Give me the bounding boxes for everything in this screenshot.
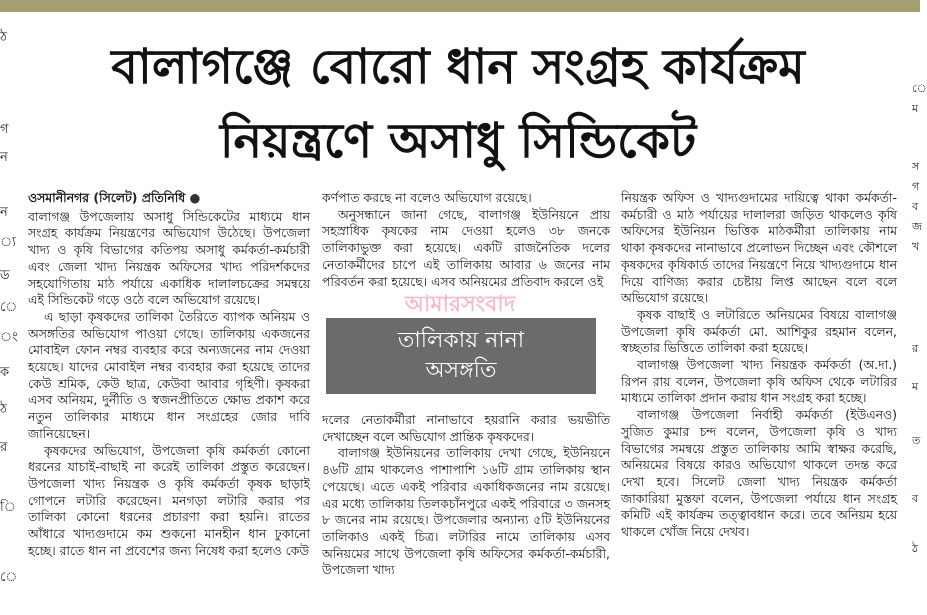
article-column-3: [621, 190, 897, 615]
pull-quote-line-1: তালিকায় নানা: [397, 328, 525, 353]
paragraph: কৃষক বাছাই ও লটারিতে অনিয়মের বিষয়ে বালাগঞ্জ উপজেলা কৃষি কর্মকর্তা মো. আশিকুর রহমান বলেন, স্বচ্ছতার ভিত্তিতে তালিকা করা হয়েছে।: [621, 306, 897, 356]
edge-glyph: ক: [0, 365, 10, 380]
paragraph: বালাগঞ্জ উপজেলা খাদ্য নিয়ন্ত্রক কর্মকর্তা (অ.দা.) রিপন রায় বলেন, উপজেলা কৃষি অফিস থেকে লটারির মাধ্যমে তালিকা প্রদান করায় ধান সংগ্রহ করা হচ্ছে।: [621, 357, 897, 406]
edge-glyph: ঠ: [0, 30, 7, 45]
byline: [28, 190, 310, 207]
paragraph: অনুসন্ধানে জানা গেছে, বালাগঞ্জ ইউনিয়নে প্রায় সহস্রাধিক কৃষকের নাম দেওয়া হলেও ৩৮ জনকে তালিকাভুক্ত করা হয়েছে। একটি রাজনৈতিক দলের নেতাকর্মীদের চাপে এই তালিকায় আবার ৬ জনের নাম পরিবর্তন করা হয়েছে। এসব অনিয়মের প্রতিবাদ করলে ওই: [322, 206, 610, 289]
column-2-bottom-block: [322, 412, 610, 615]
paragraph: দলের নেতাকর্মীরা নানাভাবে হয়রানি করার ভয়ভীতি দেখাচ্ছেন বলে অভিযোগ প্রান্তিক কৃষকদের।: [322, 412, 610, 444]
pull-quote-line-2: অসঙ্গতি: [425, 358, 497, 383]
edge-glyph: ে: [0, 570, 18, 585]
edge-glyph: ব: [912, 200, 919, 213]
adjacent-article-fragment-left: [0, 28, 18, 615]
edge-glyph: র: [0, 440, 8, 455]
edge-glyph: ম: [912, 102, 919, 115]
publisher-watermark: আমারসংবাদ: [404, 292, 516, 317]
edge-glyph: ন: [0, 150, 8, 165]
edge-glyph: ব: [912, 492, 919, 505]
paragraph: নিয়ন্ত্রক অফিস ও খাদ্যগুদামের দায়িত্বে থাকা কর্মকর্তা-কর্মচারী ও মাঠ পর্যায়ের দালালরা জড়িত থাকলেও কৃষি অফিসের ইউনিয়ন ভিত্তিক মাঠকর্মীরা তালিকায় নাম থাকা কৃষকদের নানাভাবে প্রলোভন দিচ্ছেন এবং কৌশলে কৃষকদের কৃষিকার্ড তাদের নিয়ন্ত্রণে নিয়ে খাদ্যগুদামে ধান দিয়ে বাণিজ্য করার চেষ্টায় লিপ্ত আছেন বলে বলে অভিযোগ রয়েছে।: [621, 190, 897, 306]
edge-glyph: ে: [912, 82, 927, 95]
edge-glyph: ড: [0, 268, 10, 283]
edge-glyph: ঠ: [912, 542, 918, 555]
byline-text: ওসমানীনগর (সিলেট) প্রতিনিধি: [28, 190, 186, 205]
headline-line-2: নিয়ন্ত্রণে অসাধু সিন্ডিকেট: [219, 113, 697, 169]
edge-glyph: ি: [0, 500, 16, 515]
article-headline: [18, 30, 898, 178]
pull-quote-box: [326, 318, 596, 394]
headline-line-1: বালাগঞ্জে বোরো ধান সংগ্রহ কার্যক্রম: [111, 39, 805, 95]
paragraph: বালাগঞ্জ উপজেলা নির্বাহী কর্মকর্তা (ইউএনও) সুজিত কুমার চন্দ বলেন, উপজেলা কৃষি ও খাদ্য বিভাগের সমন্বয়ে প্রস্তুত তালিকায় আমি স্বাক্ষর করেছি, অনিয়মের বিষয়ে কারও অভিযোগ থাকলে তদন্ত করে দেখা হবে। সিলেট জেলা খাদ্য নিয়ন্ত্রক কর্মকর্তা জাকারিয়া মুস্তফা বলেন, উপজেলা পর্যায়ে ধান সংগ্রহ কমিটি এই কার্যক্রম তত্ত্বাবধান করে। তবে অনিয়ম হয়ে থাকলে খোঁজ নিয়ে দেখব।: [621, 407, 897, 540]
paragraph: বালাগঞ্জ উপজেলায় অসাধু সিন্ডিকেটের মাধ্যমে ধান সংগ্রহ কার্যক্রম নিয়ন্ত্রণের অভিযোগ উঠেছে। উপজেলা খাদ্য ও কৃষি বিভাগের কতিপয় অসাধু কর্মকর্তা-কর্মচারী এবং জেলা খাদ্য নিয়ন্ত্রক অফিসের খাদ্য পরিদর্শকদের সহযোগিতায় মাঠ পর্যায়ে একাধিক দালালচক্রের সমন্বয়ে এই সিন্ডিকেট গড়ে ওঠে বলে অভিযোগ রয়েছে।: [28, 208, 310, 308]
edge-glyph: ত: [912, 434, 921, 447]
adjacent-article-fragment-right: [910, 60, 927, 615]
article-column-2: [322, 190, 610, 615]
edge-glyph: ং: [0, 330, 18, 345]
paragraph: এ ছাড়া কৃষকদের তালিকা তৈরিতে ব্যাপক অনিয়ম ও অসঙ্গতির অভিযোগ পাওয়া গেছে। তালিকায় একজনের মোবাইল ফোন নম্বর ব্যবহার করে অন্যজনের নাম দেওয়া হয়েছে। যাদের মোবাইল নম্বর ব্যবহার করা হয়েছে তাদের কেউ শ্রমিক, কেউ ছাত্র, কেউবা আবার গৃহিণী। কৃষকরা এসব অনিয়ম, দুর্নীতি ও স্বজনপ্রীতিতে ক্ষোভ প্রকাশ করে নতুন তালিকার মাধ্যমে ধান সংগ্রহের জোর দাবি জানিয়েছেন।: [28, 308, 310, 441]
paragraph: কর্ণপাত করছে না বলেও অভিযোগ রয়েছে।: [322, 190, 532, 205]
edge-glyph: গ: [912, 180, 920, 193]
edge-glyph: ঠ: [0, 402, 7, 417]
edge-glyph: ম: [912, 380, 919, 393]
edge-glyph: ্য: [0, 235, 16, 250]
page-top-rule: [0, 0, 920, 12]
paragraph: কৃষকদের অভিযোগ, উপজেলা কৃষি কর্মকর্তা কোনো ধরনের যাচাই-বাছাই না করেই তালিকা প্রস্তুত করেছেন। উপজেলা খাদ্য নিয়ন্ত্রক ও কৃষি কর্মকর্তা কৃষক ছাড়াই গোপনে লটারি করেছেন। মনগড়া লটারি করার পর তালিকা কোনো ধরনের প্রচারণা করা হয়নি। রাতের আঁধারে খাদ্যগুদামে কম শুকনো মানহীন ধান ঢুকানো হচ্ছে। রাতে ধান না প্রবেশের জন্য নিষেধ করা হলেও কেউ: [28, 442, 310, 558]
paragraph: বালাগঞ্জ ইউনিয়নের তালিকায় দেখা গেছে, ইউনিয়নে ৪৬টি গ্রাম থাকলেও পাশাপাশি ১৬টি গ্রাম তালিকায় স্থান পেয়েছে। এতে একই পরিবার একাধিকজনের নাম রয়েছে। এর মধ্যে তালিকায় তিলকচাঁনপুরে একই পরিবারে ৩ জনসহ ৮ জনের নাম রয়েছে। উপজেলার অন্যান্য ৫টি ইউনিয়নের তালিকাও একই চিত্র। লটারির নামে তালিকায় এসব অনিয়মের সাথে উপজেলা কৃষি অফিসের কর্মকর্তা-কর্মচারী, উপজেলা খাদ্য: [322, 445, 610, 578]
edge-glyph: খ: [912, 240, 920, 253]
edge-glyph: গ: [0, 122, 9, 137]
edge-glyph: ন: [0, 205, 8, 220]
bullet-icon: ●: [189, 190, 201, 205]
edge-glyph: স: [912, 160, 920, 173]
article-column-1: [28, 190, 310, 615]
edge-glyph: র: [912, 342, 919, 355]
edge-glyph: জ: [912, 220, 922, 233]
edge-glyph: ে: [0, 300, 18, 315]
